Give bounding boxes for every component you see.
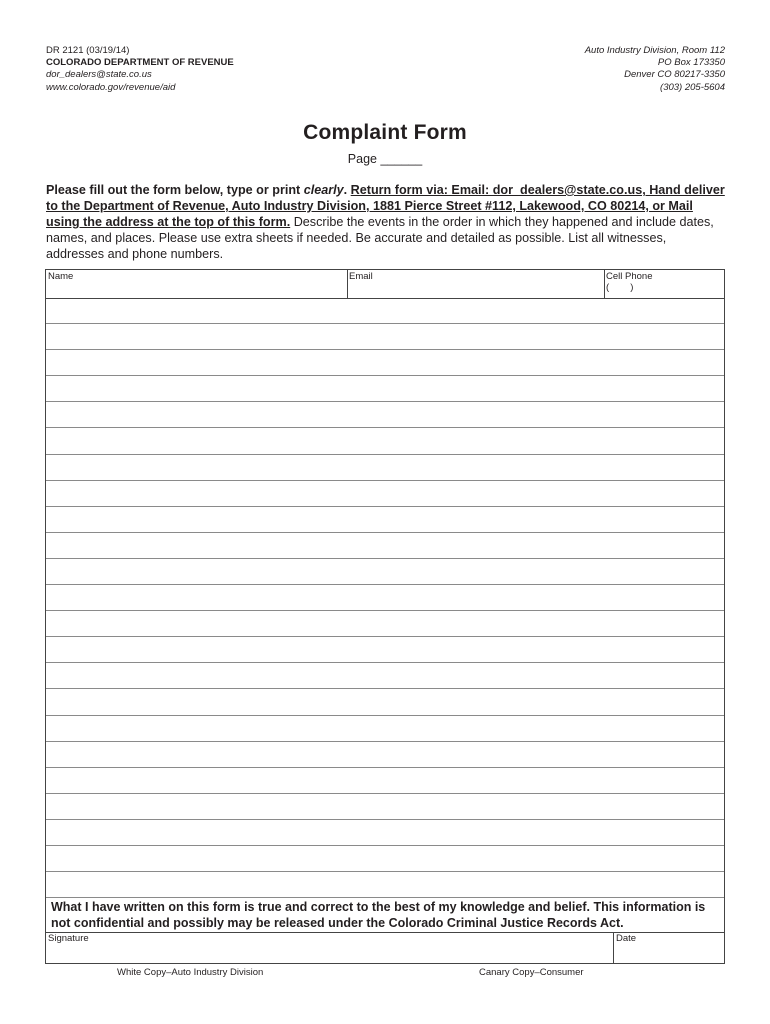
narrative-line[interactable] (46, 533, 724, 559)
form-number: DR 2121 (03/19/14) (46, 45, 130, 56)
narrative-line[interactable] (46, 846, 724, 872)
department-name: COLORADO DEPARTMENT OF REVENUE (46, 57, 234, 69)
narrative-line[interactable] (46, 324, 724, 350)
contact-phone: (303) 205-5604 (660, 81, 725, 93)
email-column-label: Email (349, 271, 373, 282)
name-column-label: Name (48, 271, 74, 282)
narrative-line[interactable] (46, 402, 724, 428)
name-field[interactable] (46, 270, 347, 298)
narrative-line[interactable] (46, 429, 724, 455)
footer-canary-copy: Canary Copy–Consumer (479, 967, 584, 978)
narrative-line[interactable] (46, 637, 724, 663)
narrative-line[interactable] (46, 716, 724, 742)
narrative-line[interactable] (46, 507, 724, 533)
cell-phone-field[interactable] (604, 270, 724, 298)
narrative-line[interactable] (46, 559, 724, 585)
narrative-line[interactable] (46, 768, 724, 794)
address-line-2: PO Box 173350 (657, 57, 725, 69)
signature-row (46, 932, 724, 964)
narrative-line[interactable] (46, 872, 724, 898)
cell-phone-column-label: Cell Phone (606, 271, 653, 282)
narrative-line[interactable] (46, 455, 724, 481)
narrative-line[interactable] (46, 376, 724, 402)
narrative-line[interactable] (46, 742, 724, 768)
area-code-parentheses: ( ) (606, 282, 634, 293)
email-field[interactable] (347, 270, 604, 298)
narrative-line[interactable] (46, 298, 724, 324)
narrative-line[interactable] (46, 481, 724, 507)
date-field[interactable] (614, 933, 724, 964)
narrative-line[interactable] (46, 794, 724, 820)
instructions-lead: Please fill out the form below, type or print (46, 183, 304, 197)
narrative-line[interactable] (46, 585, 724, 611)
contact-website: www.colorado.gov/revenue/aid (46, 81, 176, 93)
header-left (46, 45, 234, 94)
narrative-line[interactable] (46, 663, 724, 689)
instructions (46, 183, 726, 263)
date-label: Date (616, 933, 637, 944)
instructions-period: . (343, 183, 351, 197)
narrative-line[interactable] (46, 350, 724, 376)
signature-label: Signature (48, 933, 89, 944)
narrative-line[interactable] (46, 690, 724, 716)
table-header-row (46, 270, 724, 299)
narrative-line[interactable] (46, 820, 724, 846)
contact-email: dor_dealers@state.co.us (46, 69, 152, 81)
footer-white-copy: White Copy–Auto Industry Division (117, 967, 264, 978)
certification-statement: What I have written on this form is true and correct to the best of my knowledge and belief. This information is not confidential and possibly may be released under the Colorado Criminal Justice Records Act. (51, 900, 706, 930)
address-line-3: Denver CO 80217-3350 (624, 69, 725, 81)
address-line-1: Auto Industry Division, Room 112 (584, 45, 725, 56)
signature-field[interactable] (46, 933, 613, 964)
narrative-line[interactable] (46, 611, 724, 637)
return-instructions: Return form via: Email: dor_dealers@state.co.us, Hand deliver to the Department of Revenue, Auto Industry Division, 1881 Pierce Street #112, Lakewood, CO 80214, or Mail using the address at the top of this form. (46, 183, 725, 229)
complaint-table (45, 269, 725, 964)
instructions-detail: Describe the events in the order in which they happened and include dates, names, and places. Please use extra sheets if needed. Be accurate and detailed as possible. List all witnesses, addresses and phone numbers. (46, 214, 714, 261)
instructions-emphasis: clearly (303, 183, 344, 197)
page-title: Complaint Form (303, 121, 467, 144)
header-right (585, 45, 725, 94)
page-number-field[interactable]: Page ______ (347, 152, 423, 166)
